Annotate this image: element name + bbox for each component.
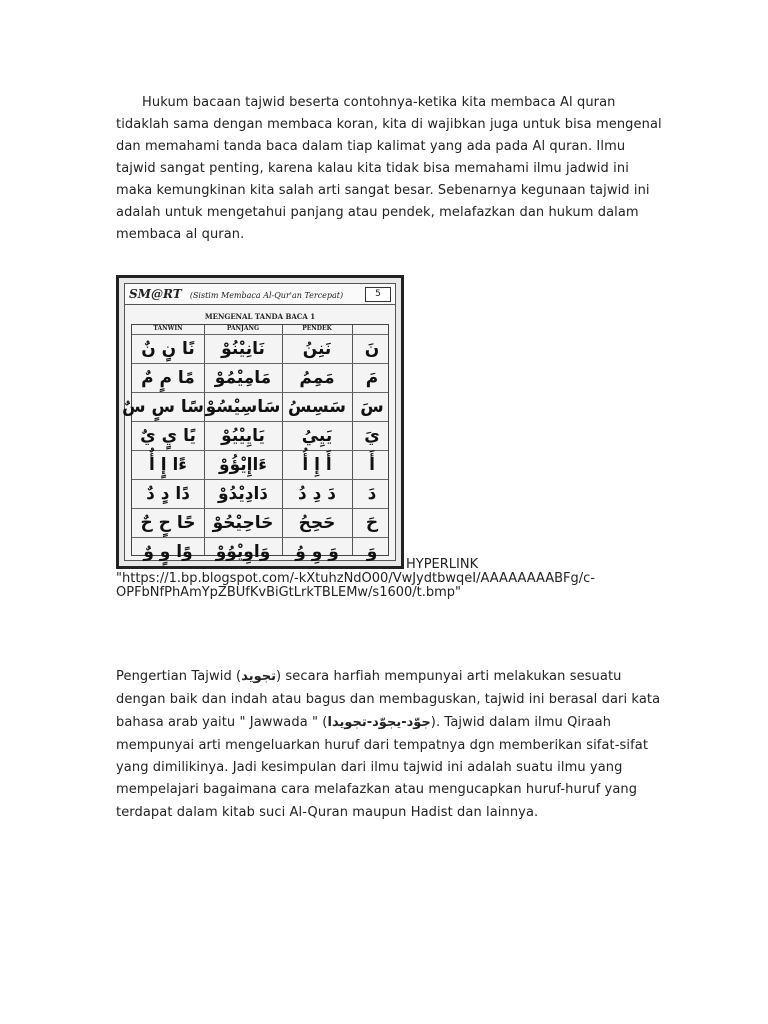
paragraph1-line-4: tajwid sangat penting, karena kalau kita tidak bisa memahami ilmu jadwid ini — [116, 161, 629, 176]
hyperlink-url-line-1[interactable]: "https://1.bp.blogspot.com/-kXtuhzNdO00/VwJydtbwqeI/AAAAAAAABFg/c- — [116, 571, 595, 586]
cell-huruf: أَ — [369, 455, 375, 475]
paragraph1-line-6: adalah untuk mengetahui panjang atau pendek, melafazkan dan hukum dalam — [116, 205, 639, 220]
chart-table — [122, 324, 389, 562]
col-head-pendek: PENDEK — [302, 325, 332, 332]
paragraph2-line-5: yang dimilikinya. Jadi kesimpulan dari ilmu tajwid ini adalah suatu ilmu yang — [116, 760, 623, 775]
chart-header-subtitle: (Sistim Membaca Al-Qur'an Tercepat) — [189, 291, 344, 300]
paragraph2-line-1-text: Pengertian Tajwid ( — [116, 669, 242, 684]
cell-tanwin: نًا نٍ نٌ — [141, 339, 195, 359]
cell-tanwin: سًا سٍ سٌ — [122, 397, 204, 417]
hyperlink-url-line-2[interactable]: OPFbNfPhAmYpZBUfKvBiGtLrkTBLEMw/s1600/t.bmp" — [116, 585, 462, 600]
hyperlink-label[interactable]: HYPERLINK — [406, 557, 479, 572]
chart-header-title: SM@RT — [129, 287, 182, 301]
cell-tanwin: حًا حٍ حٌ — [140, 513, 196, 533]
cell-huruf: حَ — [365, 513, 379, 533]
cell-panjang: ءَاإِيْؤُوْ — [219, 455, 267, 475]
cell-tanwin: ءًا إٍ أٌ — [148, 455, 187, 475]
cell-panjang: يَايِيْيُوْ — [221, 426, 265, 446]
cell-tanwin: يًا يٍ يٌ — [140, 426, 196, 446]
cell-tanwin: مًا مٍ مٌ — [141, 368, 195, 388]
chart-page-number: 5 — [365, 287, 391, 302]
paragraph2-line-3 — [116, 715, 611, 731]
cell-huruf: مَ — [365, 368, 379, 388]
cell-panjang: حَاحِيْحُوْ — [212, 513, 274, 533]
cell-panjang: سَاسِيْسُوْ — [205, 397, 281, 417]
cell-huruf: سَ — [360, 397, 384, 417]
paragraph1-line-2: tidaklah sama dengan membaca koran, kita di wajibkan juga untuk bisa mengenal — [116, 117, 662, 132]
paragraph2-line-4: mempunyai arti mengeluarkan huruf dari tempatnya dgn memberikan sifat-sifat — [116, 738, 649, 753]
paragraph2-line-1 — [116, 669, 621, 685]
table-row — [132, 537, 388, 567]
cell-pendek: نَنِنُ — [302, 339, 332, 359]
cell-huruf: يَ — [364, 426, 380, 446]
paragraph2-line-3-text: bahasa arab yaitu " Jawwada " ( — [116, 715, 328, 730]
cell-panjang: مَامِيْمُوْ — [214, 368, 272, 388]
cell-panjang: وَاوِيْوُوْ — [215, 542, 271, 562]
paragraph2-line-7: terdapat dalam kitab suci Al-Quran maupun Hadist dan lainnya. — [116, 805, 539, 820]
table-row — [132, 479, 388, 509]
table-row — [132, 334, 388, 364]
cell-panjang: نَانِيْنُوْ — [221, 339, 265, 359]
cell-pendek: وَ وِ وُ — [295, 542, 339, 562]
cell-pendek: سَسِسُ — [287, 397, 347, 417]
chart-header — [125, 284, 395, 305]
cell-pendek: دَ دِ دُ — [297, 484, 336, 504]
table-row — [132, 450, 388, 480]
cell-huruf: وَ — [366, 542, 378, 562]
cell-tanwin: وًا وٍ وٌ — [143, 542, 193, 562]
table-row — [132, 421, 388, 451]
cell-huruf: دَ — [367, 484, 377, 504]
cell-huruf: نَ — [364, 339, 380, 359]
table-row — [132, 508, 388, 538]
col-head-tanwin: TANWIN — [153, 325, 183, 332]
table-row — [122, 392, 388, 422]
paragraph2-line-1-text: ) secara harfiah mempunyai arti melakukan sesuatu — [276, 669, 622, 684]
arabic-word-jawwada: جوّد-يجوّد-تجويدا — [327, 715, 431, 730]
tajwid-chart-image — [116, 275, 404, 569]
paragraph2-line-6: mempelajari bagaimana cara melafazkan atau mengucapkan huruf-huruf yang — [116, 782, 638, 797]
paragraph1-line-7: membaca al quran. — [116, 227, 245, 242]
cell-pendek: أَ إِ أُ — [302, 455, 332, 475]
cell-pendek: يَيِيُ — [301, 426, 333, 446]
paragraph1-line-1: Hukum bacaan tajwid beserta contohnya-ketika kita membaca Al quran — [142, 95, 616, 110]
paragraph1-line-5: maka kemungkinan kita salah arti sangat besar. Sebenarnya kegunaan tajwid ini — [116, 183, 650, 198]
table-row — [132, 363, 388, 393]
paragraph1-line-3: dan memahami tanda baca dalam tiap kalimat yang ada pada Al quran. Ilmu — [116, 139, 626, 154]
cell-pendek: حَحِحُ — [298, 513, 336, 533]
arabic-word-tajwid: تجويد — [241, 669, 277, 684]
cell-panjang: دَادِيْدُوْ — [217, 484, 269, 504]
col-head-panjang: PANJANG — [226, 325, 260, 332]
cell-pendek: مَمِمُ — [299, 368, 335, 388]
cell-tanwin: دًا دٍ دٌ — [146, 484, 190, 504]
tajwid-chart-inner — [124, 283, 396, 561]
paragraph2-line-2: dengan baik dan indah atau bagus dan membaguskan, tajwid ini berasal dari kata — [116, 692, 661, 707]
chart-table-title: MENGENAL TANDA BACA 1 — [204, 312, 316, 321]
paragraph2-line-3-text: ). Tajwid dalam ilmu Qiraah — [430, 715, 612, 730]
